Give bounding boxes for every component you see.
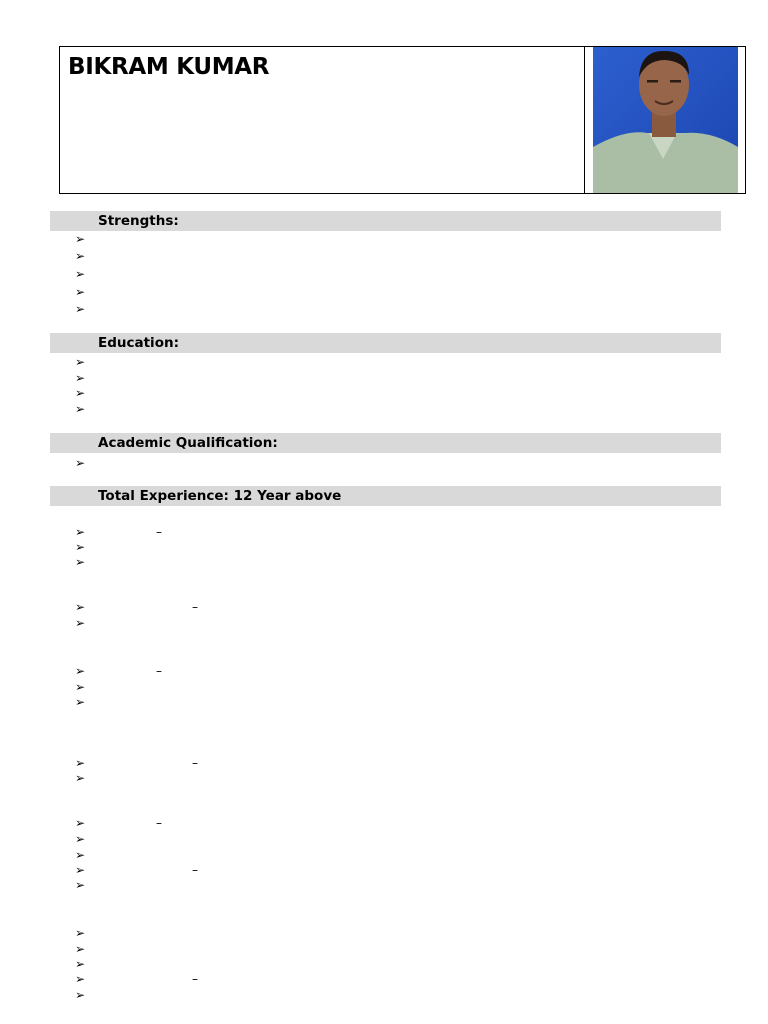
- experience-bullet: ➢: [75, 988, 86, 1002]
- experience-bullet: ➢: [75, 878, 86, 892]
- experience-bullet: ➢: [75, 600, 86, 614]
- education-bullet: ➢: [75, 371, 86, 385]
- experience-dash: –: [156, 816, 162, 830]
- strength-bullet: ➢: [75, 232, 86, 246]
- experience-bullet: ➢: [75, 756, 86, 770]
- strength-bullet: ➢: [75, 249, 86, 263]
- experience-header: [50, 486, 721, 506]
- experience-bullet: ➢: [75, 771, 86, 785]
- profile-photo: [585, 46, 746, 194]
- experience-bullet: ➢: [75, 616, 86, 630]
- experience-dash: –: [192, 600, 198, 614]
- experience-dash: –: [192, 756, 198, 770]
- experience-bullet: ➢: [75, 664, 86, 678]
- education-bullet: ➢: [75, 386, 86, 400]
- experience-bullet: ➢: [75, 942, 86, 956]
- experience-bullet: ➢: [75, 525, 86, 539]
- experience-bullet: ➢: [75, 848, 86, 862]
- education-bullet: ➢: [75, 402, 86, 416]
- profile-photo-image: [585, 47, 746, 194]
- strengths-title: Strengths:: [98, 213, 179, 229]
- experience-bullet: ➢: [75, 926, 86, 940]
- experience-bullet: ➢: [75, 972, 86, 986]
- experience-bullet: ➢: [75, 680, 86, 694]
- experience-bullet: ➢: [75, 695, 86, 709]
- education-bullet: ➢: [75, 355, 86, 369]
- experience-dash: –: [156, 664, 162, 678]
- academic-title: Academic Qualification:: [98, 435, 278, 451]
- academic-header: [50, 433, 721, 453]
- experience-dash: –: [156, 525, 162, 539]
- experience-dash: –: [192, 972, 198, 986]
- strength-bullet: ➢: [75, 267, 86, 281]
- candidate-name: BIKRAM KUMAR: [68, 54, 270, 80]
- education-title: Education:: [98, 335, 179, 351]
- education-header: [50, 333, 721, 353]
- experience-dash: –: [192, 863, 198, 877]
- experience-bullet: ➢: [75, 816, 86, 830]
- experience-bullet: ➢: [75, 957, 86, 971]
- strengths-header: [50, 211, 721, 231]
- header-box: [59, 46, 585, 194]
- experience-title: Total Experience: 12 Year above: [98, 488, 342, 504]
- academic-bullet: ➢: [75, 456, 86, 470]
- experience-bullet: ➢: [75, 863, 86, 877]
- experience-bullet: ➢: [75, 555, 86, 569]
- experience-bullet: ➢: [75, 540, 86, 554]
- experience-bullet: ➢: [75, 832, 86, 846]
- strength-bullet: ➢: [75, 285, 86, 299]
- strength-bullet: ➢: [75, 302, 86, 316]
